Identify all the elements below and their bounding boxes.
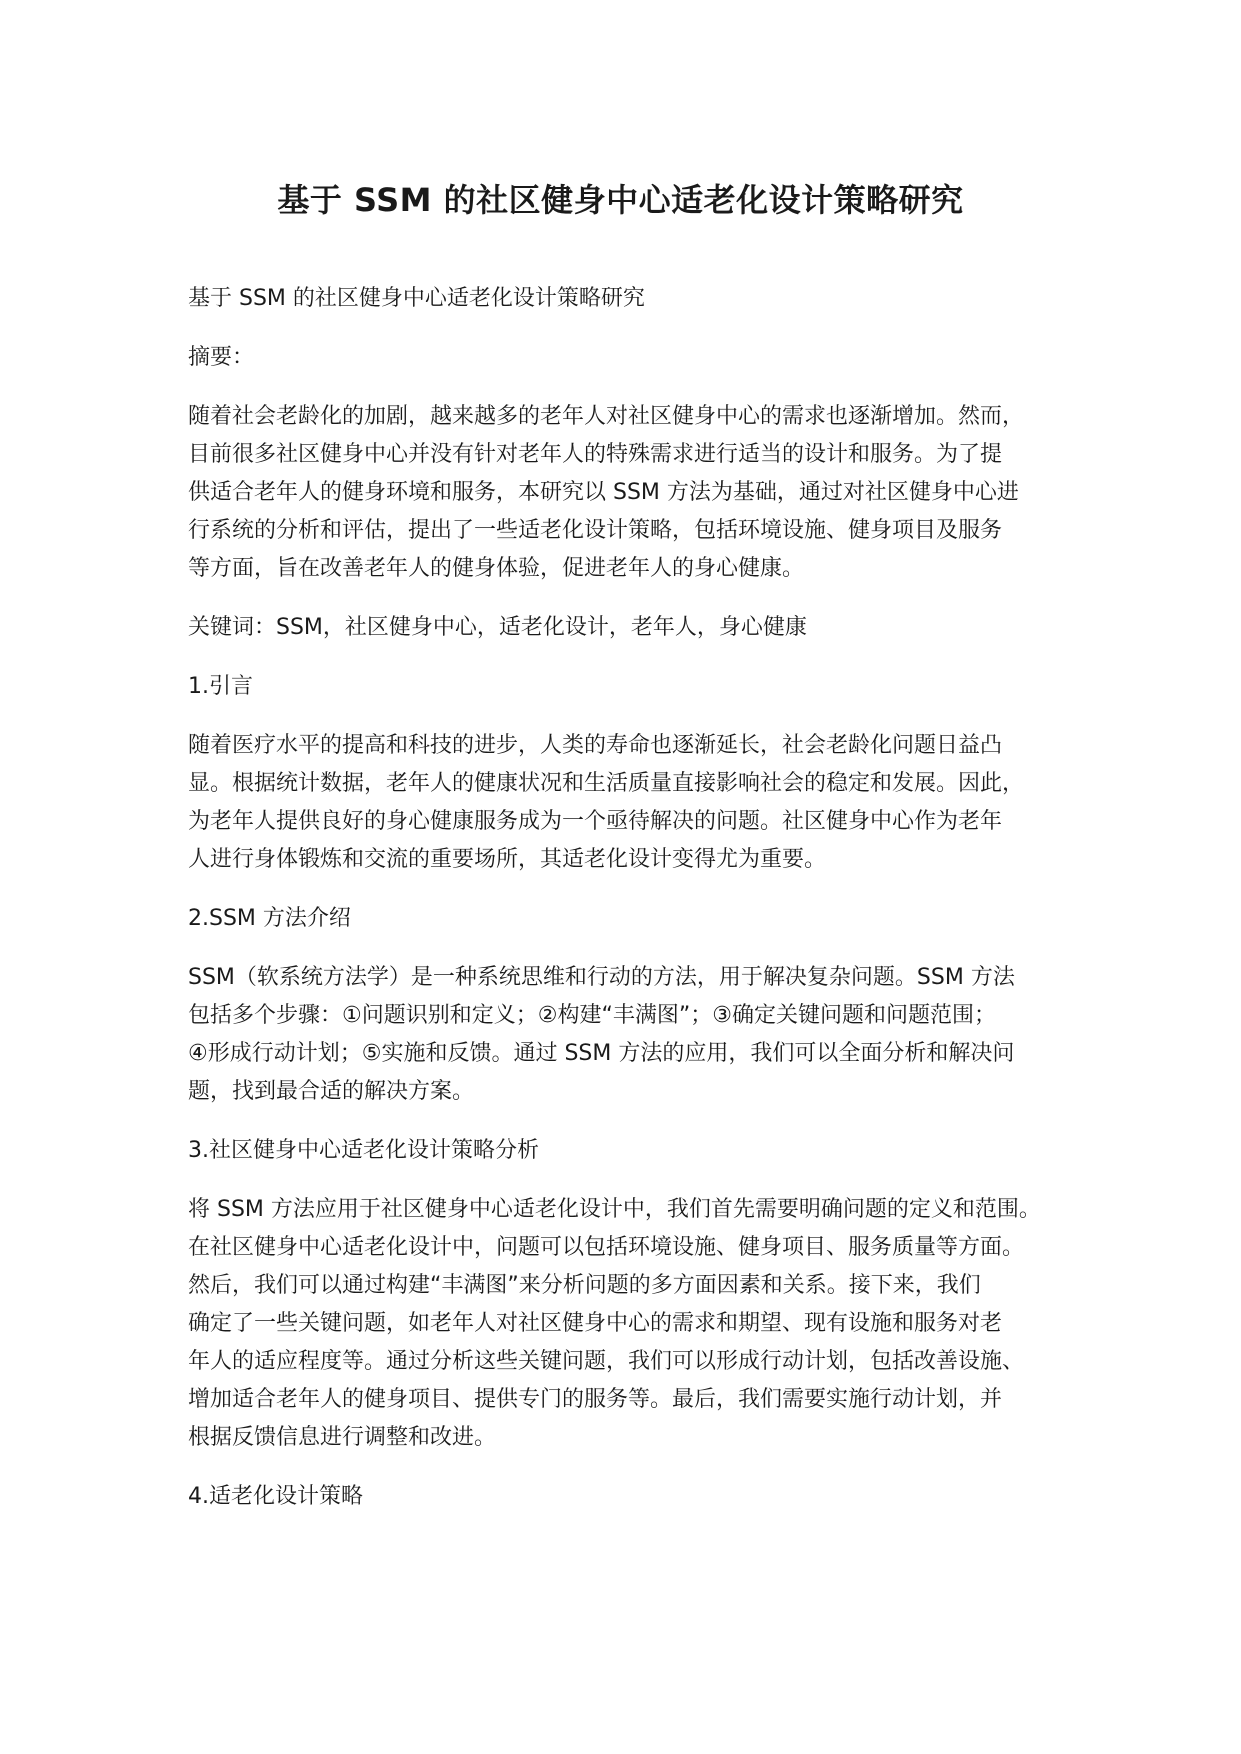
paragraph-line: 确定了一些关键问题，如老年人对社区健身中心的需求和期望、现有设施和服务对老 bbox=[188, 1311, 1003, 1336]
paragraph-line: 行系统的分析和评估，提出了一些适老化设计策略，包括环境设施、健身项目及服务 bbox=[188, 518, 1003, 543]
paragraph-line: 显。根据统计数据，老年人的健康状况和生活质量直接影响社会的稳定和发展。因此， bbox=[188, 771, 1025, 796]
section-heading: 1.引言 bbox=[188, 674, 253, 699]
paragraph-line: 年人的适应程度等。通过分析这些关键问题，我们可以形成行动计划，包括改善设施、 bbox=[188, 1349, 1025, 1374]
paragraph-line: 然后，我们可以通过构建“丰满图”来分析问题的多方面因素和关系。接下来，我们 bbox=[188, 1273, 981, 1298]
paragraph-line: 包括多个步骤：①问题识别和定义；②构建“丰满图”；③确定关键问题和问题范围； bbox=[188, 1003, 996, 1028]
paragraph-line: SSM（软系统方法学）是一种系统思维和行动的方法，用于解决复杂问题。SSM 方法 bbox=[188, 965, 1015, 990]
subtitle-paragraph bbox=[188, 280, 1088, 318]
section-heading: 3.社区健身中心适老化设计策略分析 bbox=[188, 1138, 539, 1163]
paragraph-line: 根据反馈信息进行调整和改进。 bbox=[188, 1425, 497, 1450]
document-title: 基于 SSM 的社区健身中心适老化设计策略研究 bbox=[277, 181, 964, 219]
paragraph-line: 人进行身体锻炼和交流的重要场所，其适老化设计变得尤为重要。 bbox=[188, 847, 827, 872]
paragraph-line: 随着社会老龄化的加剧，越来越多的老年人对社区健身中心的需求也逐渐增加。然而， bbox=[188, 404, 1025, 429]
abstract-paragraph bbox=[188, 398, 1088, 588]
section-heading: 2.SSM 方法介绍 bbox=[188, 906, 351, 931]
keywords-line: 关键词：SSM，社区健身中心，适老化设计，老年人，身心健康 bbox=[188, 615, 807, 640]
subtitle-line: 基于 SSM 的社区健身中心适老化设计策略研究 bbox=[188, 286, 645, 311]
paragraph-line: 题，找到最合适的解决方案。 bbox=[188, 1079, 475, 1104]
paragraph-line: 随着医疗水平的提高和科技的进步，人类的寿命也逐渐延长，社会老龄化问题日益凸 bbox=[188, 733, 1003, 758]
paragraph-line: 在社区健身中心适老化设计中，问题可以包括环境设施、健身项目、服务质量等方面。 bbox=[188, 1235, 1025, 1260]
abstract-label-paragraph bbox=[188, 339, 1088, 377]
paragraph-line: 增加适合老年人的健身项目、提供专门的服务等。最后，我们需要实施行动计划，并 bbox=[188, 1387, 1003, 1412]
paragraph-line: 为老年人提供良好的身心健康服务成为一个亟待解决的问题。社区健身中心作为老年 bbox=[188, 809, 1003, 834]
ssm-method-paragraph bbox=[188, 959, 1088, 1111]
paragraph-line: 将 SSM 方法应用于社区健身中心适老化设计中，我们首先需要明确问题的定义和范围。 bbox=[188, 1197, 1041, 1222]
section-heading-introduction bbox=[188, 668, 1088, 706]
section-heading-ssm-method bbox=[188, 900, 1088, 938]
paragraph-line: 目前很多社区健身中心并没有针对老年人的特殊需求进行适当的设计和服务。为了提 bbox=[188, 442, 1003, 467]
section-heading-strategy-analysis bbox=[188, 1132, 1088, 1170]
section-heading-design-strategy bbox=[188, 1478, 1088, 1516]
introduction-paragraph bbox=[188, 727, 1088, 879]
abstract-label: 摘要： bbox=[188, 345, 255, 370]
paragraph-line: 等方面，旨在改善老年人的健身体验，促进老年人的身心健康。 bbox=[188, 556, 805, 581]
paragraph-line: ④形成行动计划；⑤实施和反馈。通过 SSM 方法的应用，我们可以全面分析和解决问 bbox=[188, 1041, 1015, 1066]
paragraph-line: 供适合老年人的健身环境和服务，本研究以 SSM 方法为基础，通过对社区健身中心进 bbox=[188, 480, 1019, 505]
strategy-analysis-paragraph bbox=[188, 1191, 1088, 1457]
document-body bbox=[188, 280, 1088, 1516]
keywords-paragraph bbox=[188, 609, 1088, 647]
section-heading: 4.适老化设计策略 bbox=[188, 1484, 363, 1509]
